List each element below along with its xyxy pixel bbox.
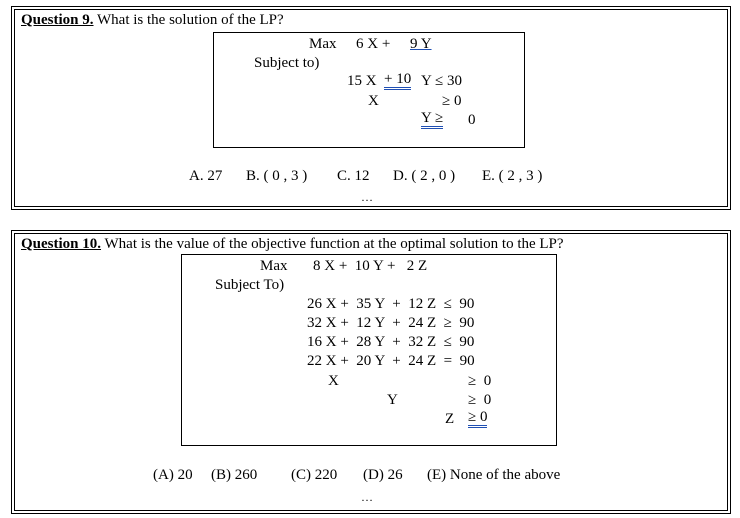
subject-to-label: Subject To) — [215, 277, 285, 293]
nonneg-z-var: Z — [445, 411, 455, 427]
answer-b[interactable]: (B) 260 — [211, 467, 258, 483]
ellipsis: … — [361, 190, 374, 204]
question-10-title — [21, 236, 564, 253]
objective-term-x: 6 X + — [356, 36, 391, 52]
answer-b[interactable]: B. ( 0 , 3 ) — [246, 168, 308, 184]
answer-d[interactable]: D. ( 2 , 0 ) — [393, 168, 456, 184]
question-9-title — [21, 12, 284, 29]
constraint-2: 32 X + 12 Y + 24 Z ≥ 90 — [307, 315, 475, 331]
constraint-1-x: 15 X — [347, 73, 377, 89]
question-9-label: Question 9. — [21, 12, 94, 28]
objective-function: 8 X + 10 Y + 2 Z — [313, 258, 428, 274]
answer-a[interactable]: (A) 20 — [153, 467, 193, 483]
lp-box-q9 — [213, 32, 525, 148]
nonneg-z-rel: ≥ 0 — [468, 410, 487, 428]
constraint-3-var: Y ≥ — [421, 111, 443, 129]
nonneg-x-var: X — [328, 373, 339, 389]
constraint-4: 22 X + 20 Y + 24 Z = 90 — [307, 353, 475, 369]
question-9-text: What is the solution of the LP? — [97, 12, 284, 28]
objective-keyword: Max — [309, 36, 337, 52]
subject-to-label: Subject to) — [254, 55, 320, 71]
nonneg-y-var: Y — [387, 392, 398, 408]
nonneg-y-rel: ≥ 0 — [468, 392, 492, 408]
question-10-label: Question 10. — [21, 236, 102, 252]
answer-d[interactable]: (D) 26 — [363, 467, 403, 483]
constraint-3-rhs: 0 — [468, 112, 476, 128]
lp-box-q10 — [181, 254, 557, 446]
answer-c[interactable]: (C) 220 — [291, 467, 338, 483]
ellipsis: … — [361, 490, 374, 504]
question-10-text: What is the value of the objective function at the optimal solution to the LP? — [104, 236, 564, 252]
constraint-1-rest: Y ≤ 30 — [421, 73, 463, 89]
constraint-2-rel: ≥ 0 — [442, 93, 462, 109]
answer-a[interactable]: A. 27 — [189, 168, 223, 184]
constraint-2-var: X — [368, 93, 379, 109]
constraint-3: 16 X + 28 Y + 32 Z ≤ 90 — [307, 334, 475, 350]
nonneg-x-rel: ≥ 0 — [468, 373, 492, 389]
question-9-box — [14, 9, 728, 207]
question-10-box — [14, 233, 728, 511]
answer-c[interactable]: C. 12 — [337, 168, 370, 184]
answer-e[interactable]: E. ( 2 , 3 ) — [482, 168, 543, 184]
answer-e[interactable]: (E) None of the above — [427, 467, 561, 483]
constraint-1: 26 X + 35 Y + 12 Z ≤ 90 — [307, 296, 475, 312]
constraint-1-y-coef: + 10 — [384, 72, 411, 90]
objective-term-y: 9 Y — [410, 36, 432, 52]
objective-keyword: Max — [260, 258, 288, 274]
